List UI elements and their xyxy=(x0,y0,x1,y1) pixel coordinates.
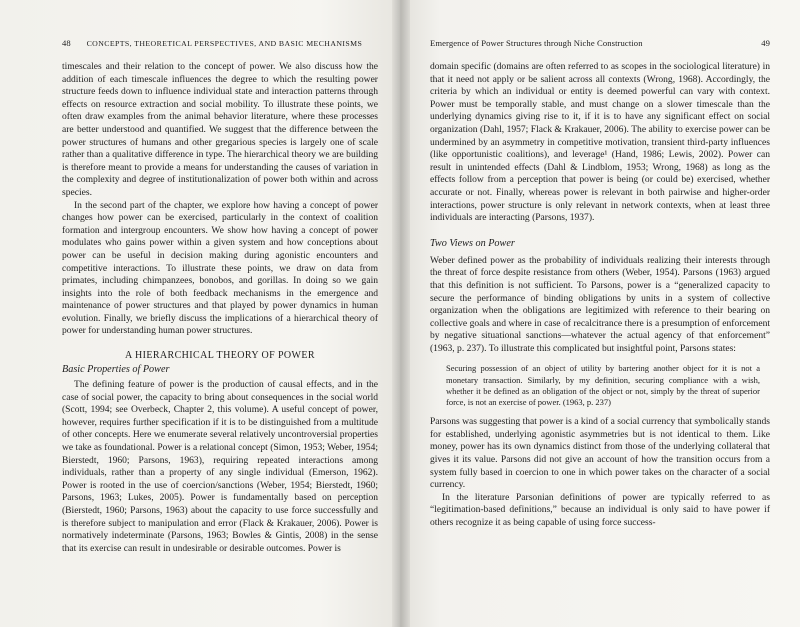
subheading-basic-properties: Basic Properties of Power xyxy=(62,364,170,376)
left-running-title: CONCEPTS, THEORETICAL PERSPECTIVES, AND BASIC MECHANISMS xyxy=(86,39,363,48)
left-paragraph-3: The defining feature of power is the production of causal effects, and in the case of social power, the capacity to bring about consequences in the social world (Scott, 1994; see Overbeck, Chapter 2, this volume). A useful concept of power, however, requires further specification if it is to be distinguished from a multitude of other concepts. Here we enumerate several relatively uncontroversial properties we take as foundational. Power is a relational concept (Simon, 1953; Weber, 1954; Bierstedt, 1960; Parsons, 1963), requiring repeated interactions among individuals, rather than a property of any single individual (Emerson, 1962). Power is rooted in the use of coercion/sanctions (Weber, 1954; Bierstedt, 1960; Parsons, 1963; Lukes, 2005). Power is fundamentally based on perception (Bierstedt, 1960; Parsons, 1963) about the capacity to use force successfully and is therefore subject to manipulation and error (Flack & Krakauer, 2006). Power is normatively indeterminate (Parsons, 1963; Bowles & Gintis, 2008) in the sense that its exercise can result in undesirable or desirable outcomes. Power is xyxy=(62,379,378,554)
right-page-number: 49 xyxy=(761,38,770,48)
block-quote: Securing possession of an object of utility by bartering another object for it is not a monetary transaction. Similarly, by my definition, securing compliance with a wish, whether it be defined as an obligation of the object or not, simply by the threat of superior force, is not an exercise of power. (1963, p. 237) xyxy=(446,363,760,408)
right-running-title: Emergence of Power Structures through Niche Construction xyxy=(430,38,643,48)
section-heading: A HIERARCHICAL THEORY OF POWER xyxy=(125,350,315,362)
left-paragraph-2: In the second part of the chapter, we explore how having a concept of power changes how power can be exercised, particularly in the context of coalition formation and intergroup encounters. We show how having a concept of power modulates who gains power within a given system and how conceptions about power can be useful in decision making during agonistic encounters and competitive interactions. To illustrate these points, we draw on data from primates, including chimpanzees, bonobos, and gorillas. In doing so we gain insights into the role of both feedback mechanisms in the emergence and maintenance of power structures and that played by power dynamics in human evolution. Finally, we briefly discuss the implications of a hierarchical theory of power for understanding human power structures. xyxy=(62,199,378,337)
right-paragraph-2: Weber defined power as the probability of individuals realizing their interests through the threat of force despite resistance from others (Weber, 1954). Parsons (1963) argued that this definition is not sufficient. To Parsons, power is a “generalized capacity to secure the performance of binding obligations by units in a system of collective organization when the obligations are legitimized with reference to their bearing on collective goals and where in case of recalcitrance there is a presumption of enforcement by negative situational sanctions—whatever the actual agency of that enforcement” (1963, p. 237). To illustrate this complicated but insightful point, Parsons states: xyxy=(430,254,770,354)
right-paragraph-3: Parsons was suggesting that power is a kind of a social currency that symbolically stands for established, underlying agonistic asymmetries but is not identical to them. Like money, power has its own dynamics distinct from those of the underlying collateral that gives it its value. Parsons did not give an account of how the transition occurs from a system fully based in coercion to one in which power takes on the character of a social currency. xyxy=(430,416,770,491)
left-paragraph-1: timescales and their relation to the concept of power. We also discuss how the addition of each timescale influences the degree to which the resulting power structure feeds down to influence individual state and interaction patterns through effects on resource extraction and social mobility. To illustrate these points, we often draw examples from the animal behavior literature, where these processes are better understood and quantified. We suggest that the difference between the power structures of humans and other gregarious species is largely one of scale rather than a qualitative difference in type. The hierarchical theory we are building is therefore meant to provide a means for understanding the causes of variation in the complexity and degree of institutionalization of power both within and across species. xyxy=(62,61,378,198)
left-running-head xyxy=(62,38,378,52)
right-paragraph-4: In the literature Parsonian definitions of power are typically referred to as “legitimation-based definitions,” because an individual is only said to have power if others recognize it as being capable of using force success- xyxy=(430,491,770,529)
book-gutter xyxy=(392,0,410,627)
subheading-two-views: Two Views on Power xyxy=(430,237,515,249)
right-running-head xyxy=(430,38,770,52)
left-page-number: 48 xyxy=(62,38,71,48)
right-paragraph-1: domain specific (domains are often referred to as scopes in the sociological literature) in that it need not apply or be salient across all contexts (Wrong, 1968). Accordingly, the criteria by which an individual or entity is deemed powerful can vary with context. Power must be temporally stable, and must change on a slower timescale than the underlying dynamics giving rise to it, if it is to have any significant effect on social organization (Dahl, 1957; Flack & Krakauer, 2006). The ability to exercise power can be undermined by an asymmetry in competitive motivation, transient third-party influences (like opportunistic coalitions), and leverage¹ (Hand, 1986; Lewis, 2002). Power can result in unintended effects (Dahl & Lindblom, 1953; Wrong, 1968) as long as the effects follow from a perception that power is being (or could be) exercised, whether accurate or not. Finally, whereas power is relevant in both pairwise and higher-order interactions, power structure is only relevant in network contexts, when at least three individuals are interacting (Parsons, 1937). xyxy=(430,61,770,224)
right-page xyxy=(400,0,800,627)
